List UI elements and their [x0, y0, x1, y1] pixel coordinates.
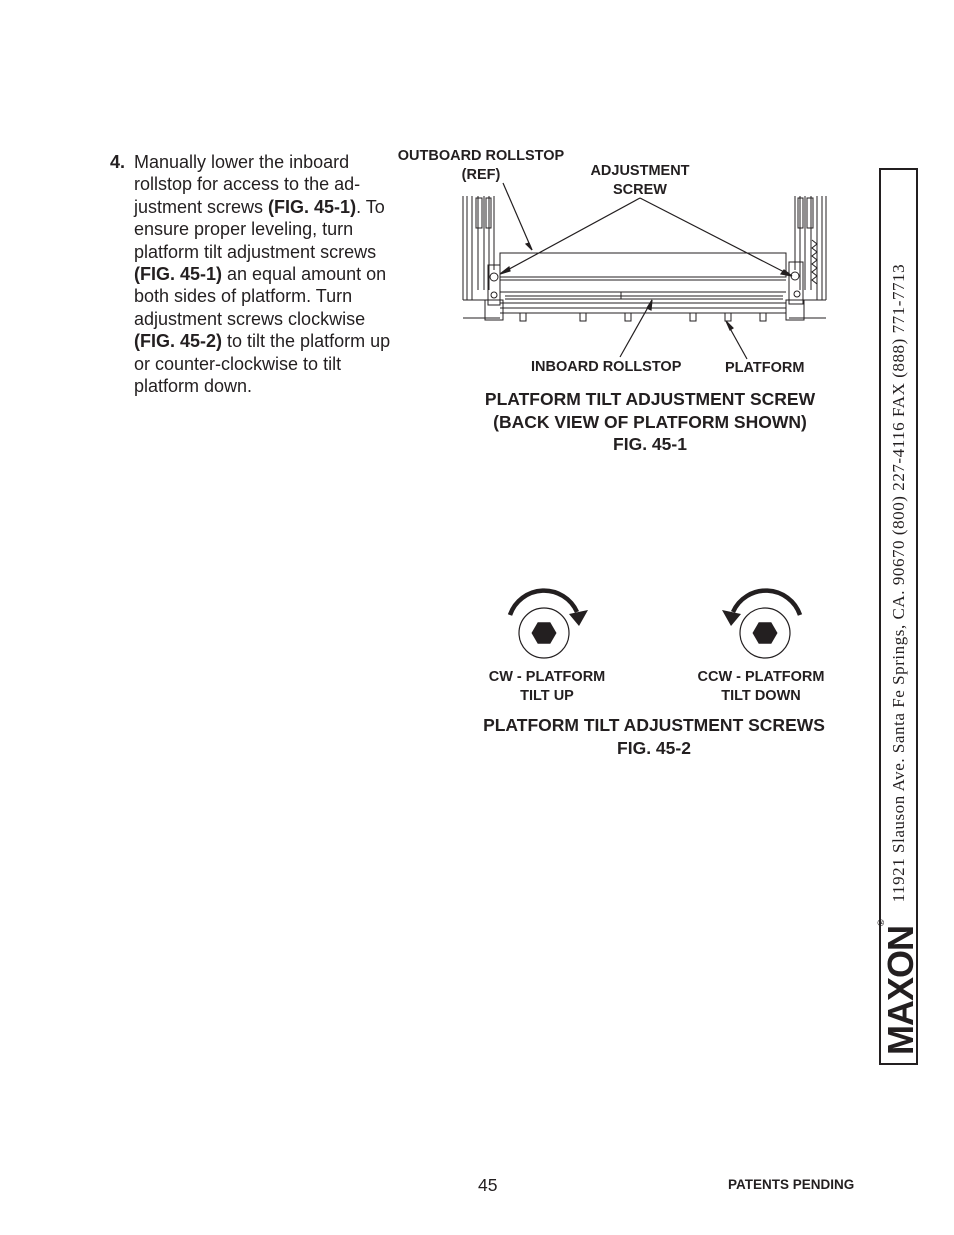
- step-text-part: Manually lower the inboard rollstop for access to the ad-justment screws: [134, 152, 361, 217]
- caption-line: FIG. 45-2: [617, 737, 691, 758]
- page-number: 45: [478, 1175, 498, 1195]
- registered-mark: ®: [875, 920, 886, 926]
- label-ccw-line1: CCW - PLATFORM: [697, 669, 825, 685]
- leader-lines: [500, 183, 792, 359]
- step-number: 4.: [110, 152, 126, 172]
- step-text-part: . To ensure proper leveling, turn platform tilt adjustment screws: [134, 196, 385, 262]
- label-ccw-tilt-down: [685, 668, 837, 706]
- caption-line: (BACK VIEW OF PLATFORM SHOWN): [493, 411, 807, 432]
- label-cw-line1: CW - PLATFORM: [488, 669, 606, 685]
- figure-reference: (FIG. 45-1): [268, 196, 357, 217]
- sidebar-content: [875, 170, 921, 1063]
- label-inboard-rollstop: INBOARD ROLLSTOP: [531, 359, 682, 375]
- figure-reference: (FIG. 45-2): [134, 331, 223, 352]
- sidebar-rotated-text: [875, 170, 921, 1063]
- cw-screw-icon: [510, 591, 588, 658]
- maxon-logo: [875, 920, 921, 1055]
- ccw-screw-icon: [722, 591, 800, 658]
- step-text-part: an equal amount on both sides of platform. Turn adjustment screws clockwise: [134, 264, 387, 329]
- brand-name: MAXON: [879, 926, 921, 1055]
- label-cw-tilt-up: [472, 668, 622, 706]
- label-adjustment-line2: SCREW: [613, 182, 667, 198]
- caption-line: FIG. 45-1: [613, 434, 687, 454]
- label-ccw-line2: TILT DOWN: [721, 688, 801, 704]
- label-cw-line2: TILT UP: [520, 688, 574, 704]
- figure-reference: (FIG. 45-1): [134, 264, 223, 285]
- fig-45-1-caption: [450, 388, 850, 456]
- company-address: 11921 Slauson Ave. Santa Fe Springs, CA. 90670 (800) 227-4116 FAX (888) 771-7713: [888, 263, 908, 903]
- left-post: [463, 196, 503, 320]
- label-outboard-rollstop: [391, 147, 571, 185]
- caption-line: PLATFORM TILT ADJUSTMENT SCREWS: [483, 715, 825, 735]
- patents-pending: PATENTS PENDING: [728, 1177, 855, 1192]
- label-adjustment-line1: ADJUSTMENT: [590, 163, 690, 179]
- right-post: [786, 196, 826, 320]
- fig-45-2-caption: [450, 714, 858, 759]
- label-outboard-line1: OUTBOARD ROLLSTOP: [397, 148, 565, 164]
- label-outboard-line2: (REF): [461, 167, 501, 183]
- label-platform: PLATFORM: [725, 360, 805, 376]
- step-text-part: to tilt the platform up or counter-clockwise to tilt platform down.: [134, 331, 391, 397]
- caption-line: PLATFORM TILT ADJUSTMENT SCREW: [484, 389, 816, 409]
- inboard-rollstop: [500, 253, 786, 280]
- label-adjustment-screw: [580, 162, 700, 200]
